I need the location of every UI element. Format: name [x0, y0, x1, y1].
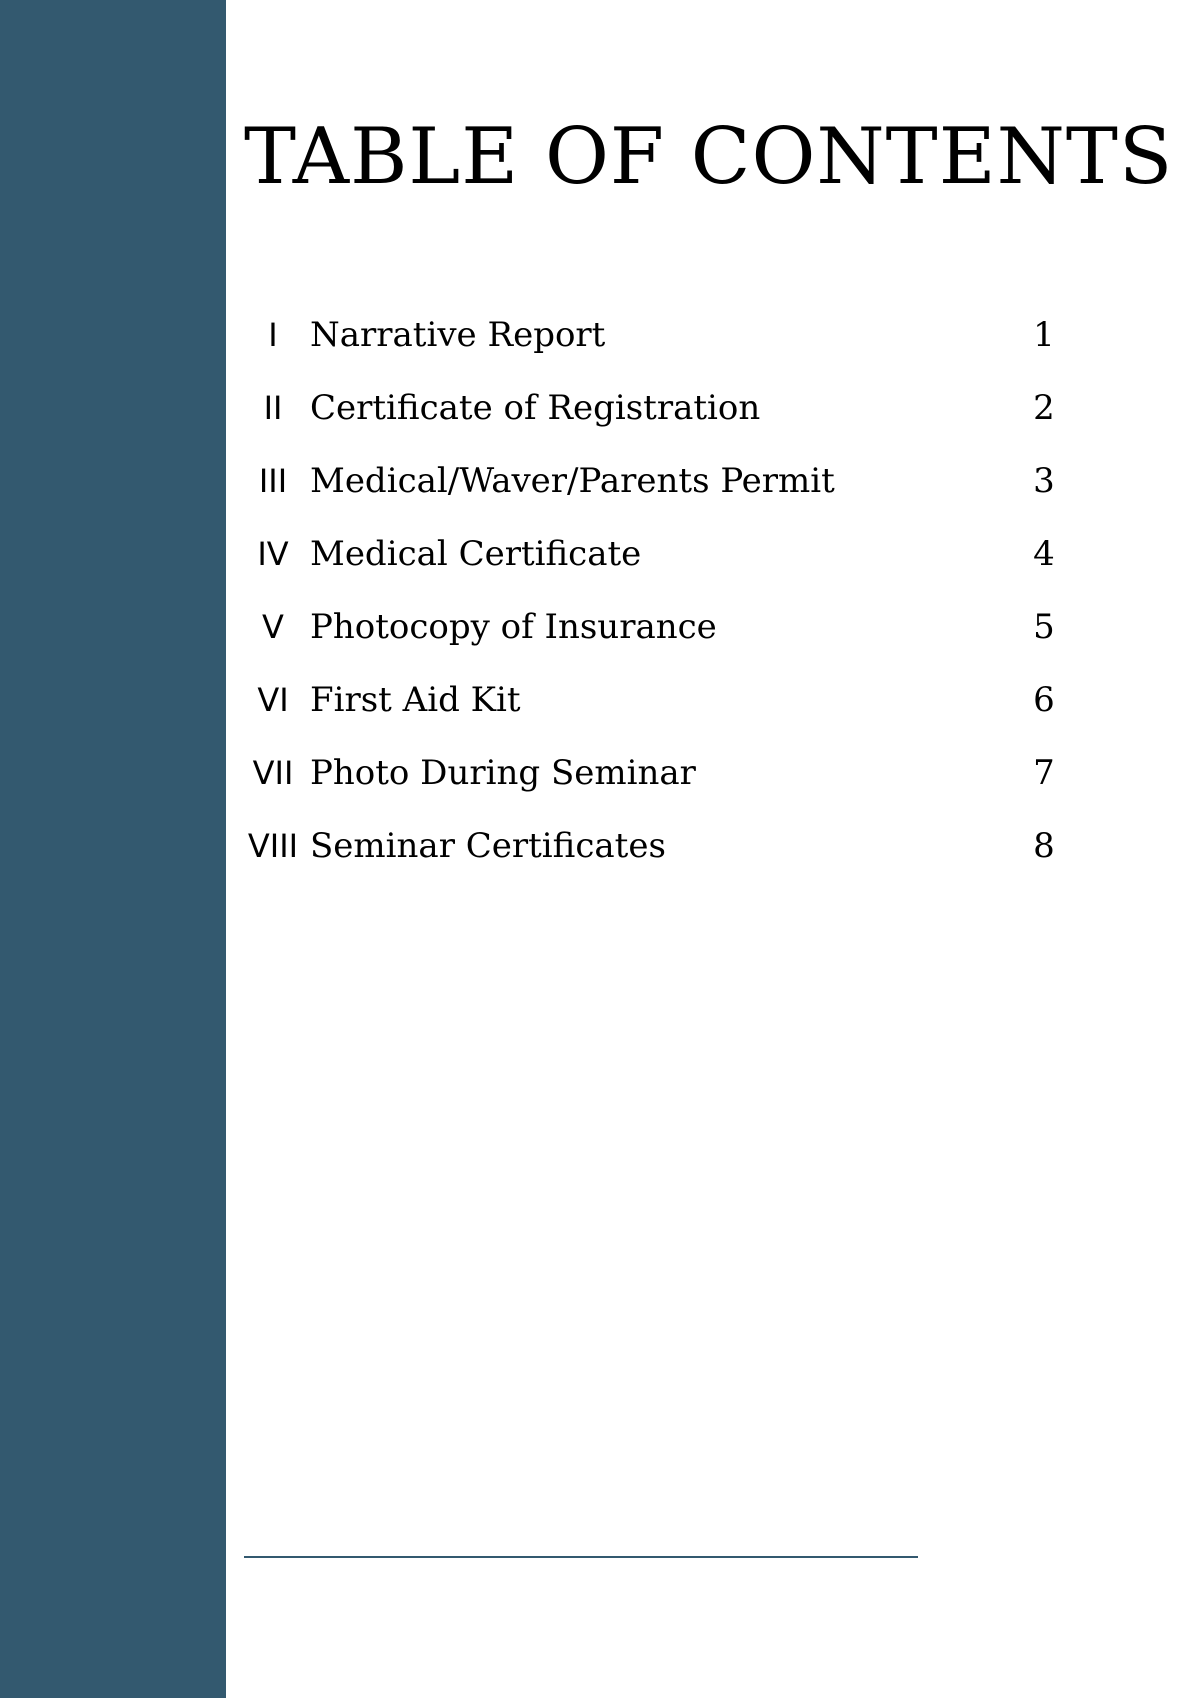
toc-entry-label: Narrative Report — [310, 315, 606, 355]
table-of-contents — [244, 315, 1064, 902]
toc-entry-numeral: III — [258, 462, 288, 500]
toc-entry-page-number: 7 — [1033, 753, 1055, 793]
toc-entry — [244, 534, 1064, 610]
toc-entry-label: Photo During Seminar — [310, 753, 696, 793]
toc-entry-page-number: 1 — [1033, 315, 1055, 355]
page-title: TABLE OF CONTENTS — [244, 112, 1174, 202]
toc-entry-numeral: IV — [257, 535, 289, 573]
toc-entry — [244, 753, 1064, 829]
toc-entry-label: Medical Certificate — [310, 534, 642, 574]
toc-entry-page-number: 2 — [1033, 388, 1055, 428]
side-color-band — [0, 0, 226, 1698]
toc-entry — [244, 388, 1064, 464]
toc-entry-numeral: V — [262, 608, 284, 646]
toc-entry-page-number: 8 — [1033, 826, 1055, 866]
toc-entry-page-number: 4 — [1033, 534, 1055, 574]
toc-entry-label: Certificate of Registration — [310, 388, 761, 428]
toc-entry-label: Seminar Certificates — [310, 826, 666, 866]
toc-entry — [244, 826, 1064, 902]
toc-entry-numeral: VII — [252, 754, 294, 792]
toc-entry-label: Photocopy of Insurance — [310, 607, 717, 647]
footer-divider-line — [244, 1556, 918, 1558]
toc-entry-page-number: 3 — [1033, 461, 1055, 501]
toc-entry-numeral: II — [263, 389, 283, 427]
toc-entry-numeral: VIII — [247, 827, 299, 865]
toc-entry-page-number: 6 — [1033, 680, 1055, 720]
toc-entry — [244, 315, 1064, 391]
toc-entry-label: Medical/Waver/Parents Permit — [310, 461, 835, 501]
toc-entry-numeral: I — [268, 316, 278, 354]
toc-entry-numeral: VI — [257, 681, 289, 719]
toc-entry — [244, 680, 1064, 756]
toc-entry — [244, 461, 1064, 537]
toc-entry-page-number: 5 — [1033, 607, 1055, 647]
toc-entry-label: First Aid Kit — [310, 680, 521, 720]
toc-entry — [244, 607, 1064, 683]
